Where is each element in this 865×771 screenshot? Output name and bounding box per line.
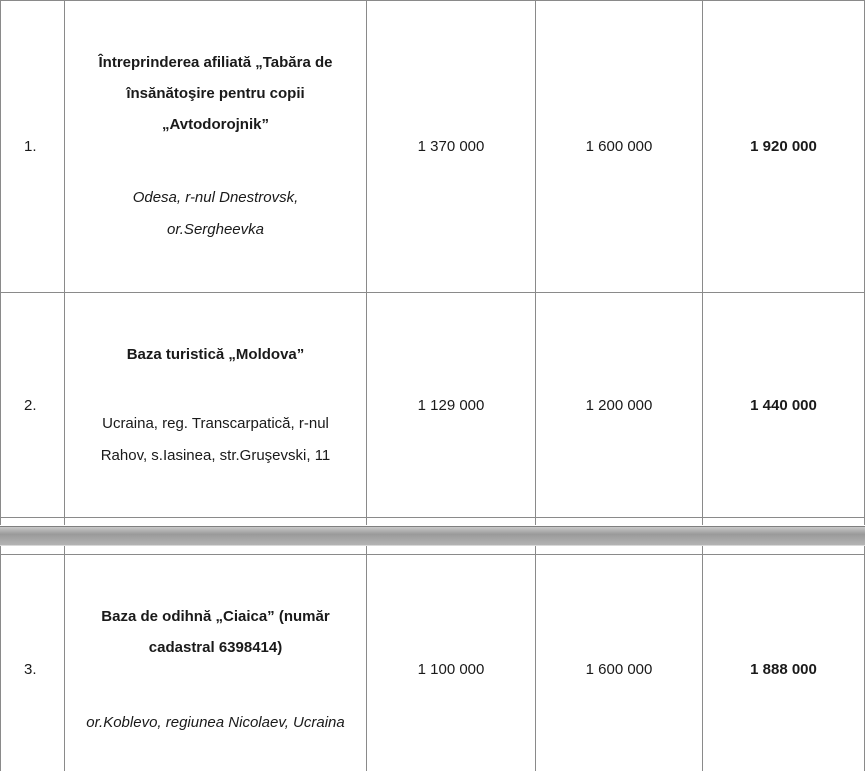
table-row — [1, 293, 865, 518]
value-cell-1: 1 100 000 — [367, 555, 536, 771]
property-table-bottom — [0, 546, 865, 771]
property-name-line: Întreprinderea afiliată „Tabăra de — [98, 54, 333, 71]
table-row-continuation — [1, 518, 865, 526]
property-address — [65, 408, 366, 472]
table-row-continuation — [1, 546, 865, 555]
property-address-line: Ucraina, reg. Transcarpatică, r-nul — [102, 414, 329, 432]
property-address-line: or.Koblevo, regiunea Nicolaev, Ucraina — [86, 713, 345, 731]
property-name — [65, 47, 366, 140]
property-address — [65, 182, 366, 246]
property-name-line: cadastral 6398414) — [148, 638, 283, 656]
value-cell-2: 1 200 000 — [536, 293, 703, 518]
table-row — [1, 555, 865, 771]
document-page-bottom — [0, 546, 865, 771]
property-address-line: Odesa, r-nul Dnestrovsk, — [132, 189, 299, 206]
value-cell-1: 1 370 000 — [367, 1, 536, 293]
property-cell — [65, 1, 367, 293]
property-name-line: „Avtodorojnik” — [162, 116, 269, 133]
value-cell-3: 1 440 000 — [703, 293, 865, 518]
row-number: 1. — [1, 1, 65, 293]
property-name-line: însănătoşire pentru copii — [126, 85, 305, 102]
property-cell — [65, 293, 367, 518]
value-cell-3: 1 888 000 — [703, 555, 865, 771]
page-break-divider — [0, 526, 865, 546]
value-cell-1: 1 129 000 — [367, 293, 536, 518]
row-number: 3. — [1, 555, 65, 771]
property-name — [65, 601, 366, 663]
property-address — [65, 707, 366, 739]
value-cell-3: 1 920 000 — [703, 1, 865, 293]
value-cell-2: 1 600 000 — [536, 555, 703, 771]
property-name — [65, 339, 366, 370]
property-name-line: Baza de odihnă „Ciaica” (număr — [101, 607, 330, 625]
property-name-line: Baza turistică „Moldova” — [126, 345, 305, 363]
row-number: 2. — [1, 293, 65, 518]
property-cell — [65, 555, 367, 771]
value-cell-2: 1 600 000 — [536, 1, 703, 293]
property-address-line: Rahov, s.Iasinea, str.Gruşevski, 11 — [100, 446, 331, 464]
table-row — [1, 1, 865, 293]
property-address-line: or.Sergheevka — [166, 221, 264, 238]
